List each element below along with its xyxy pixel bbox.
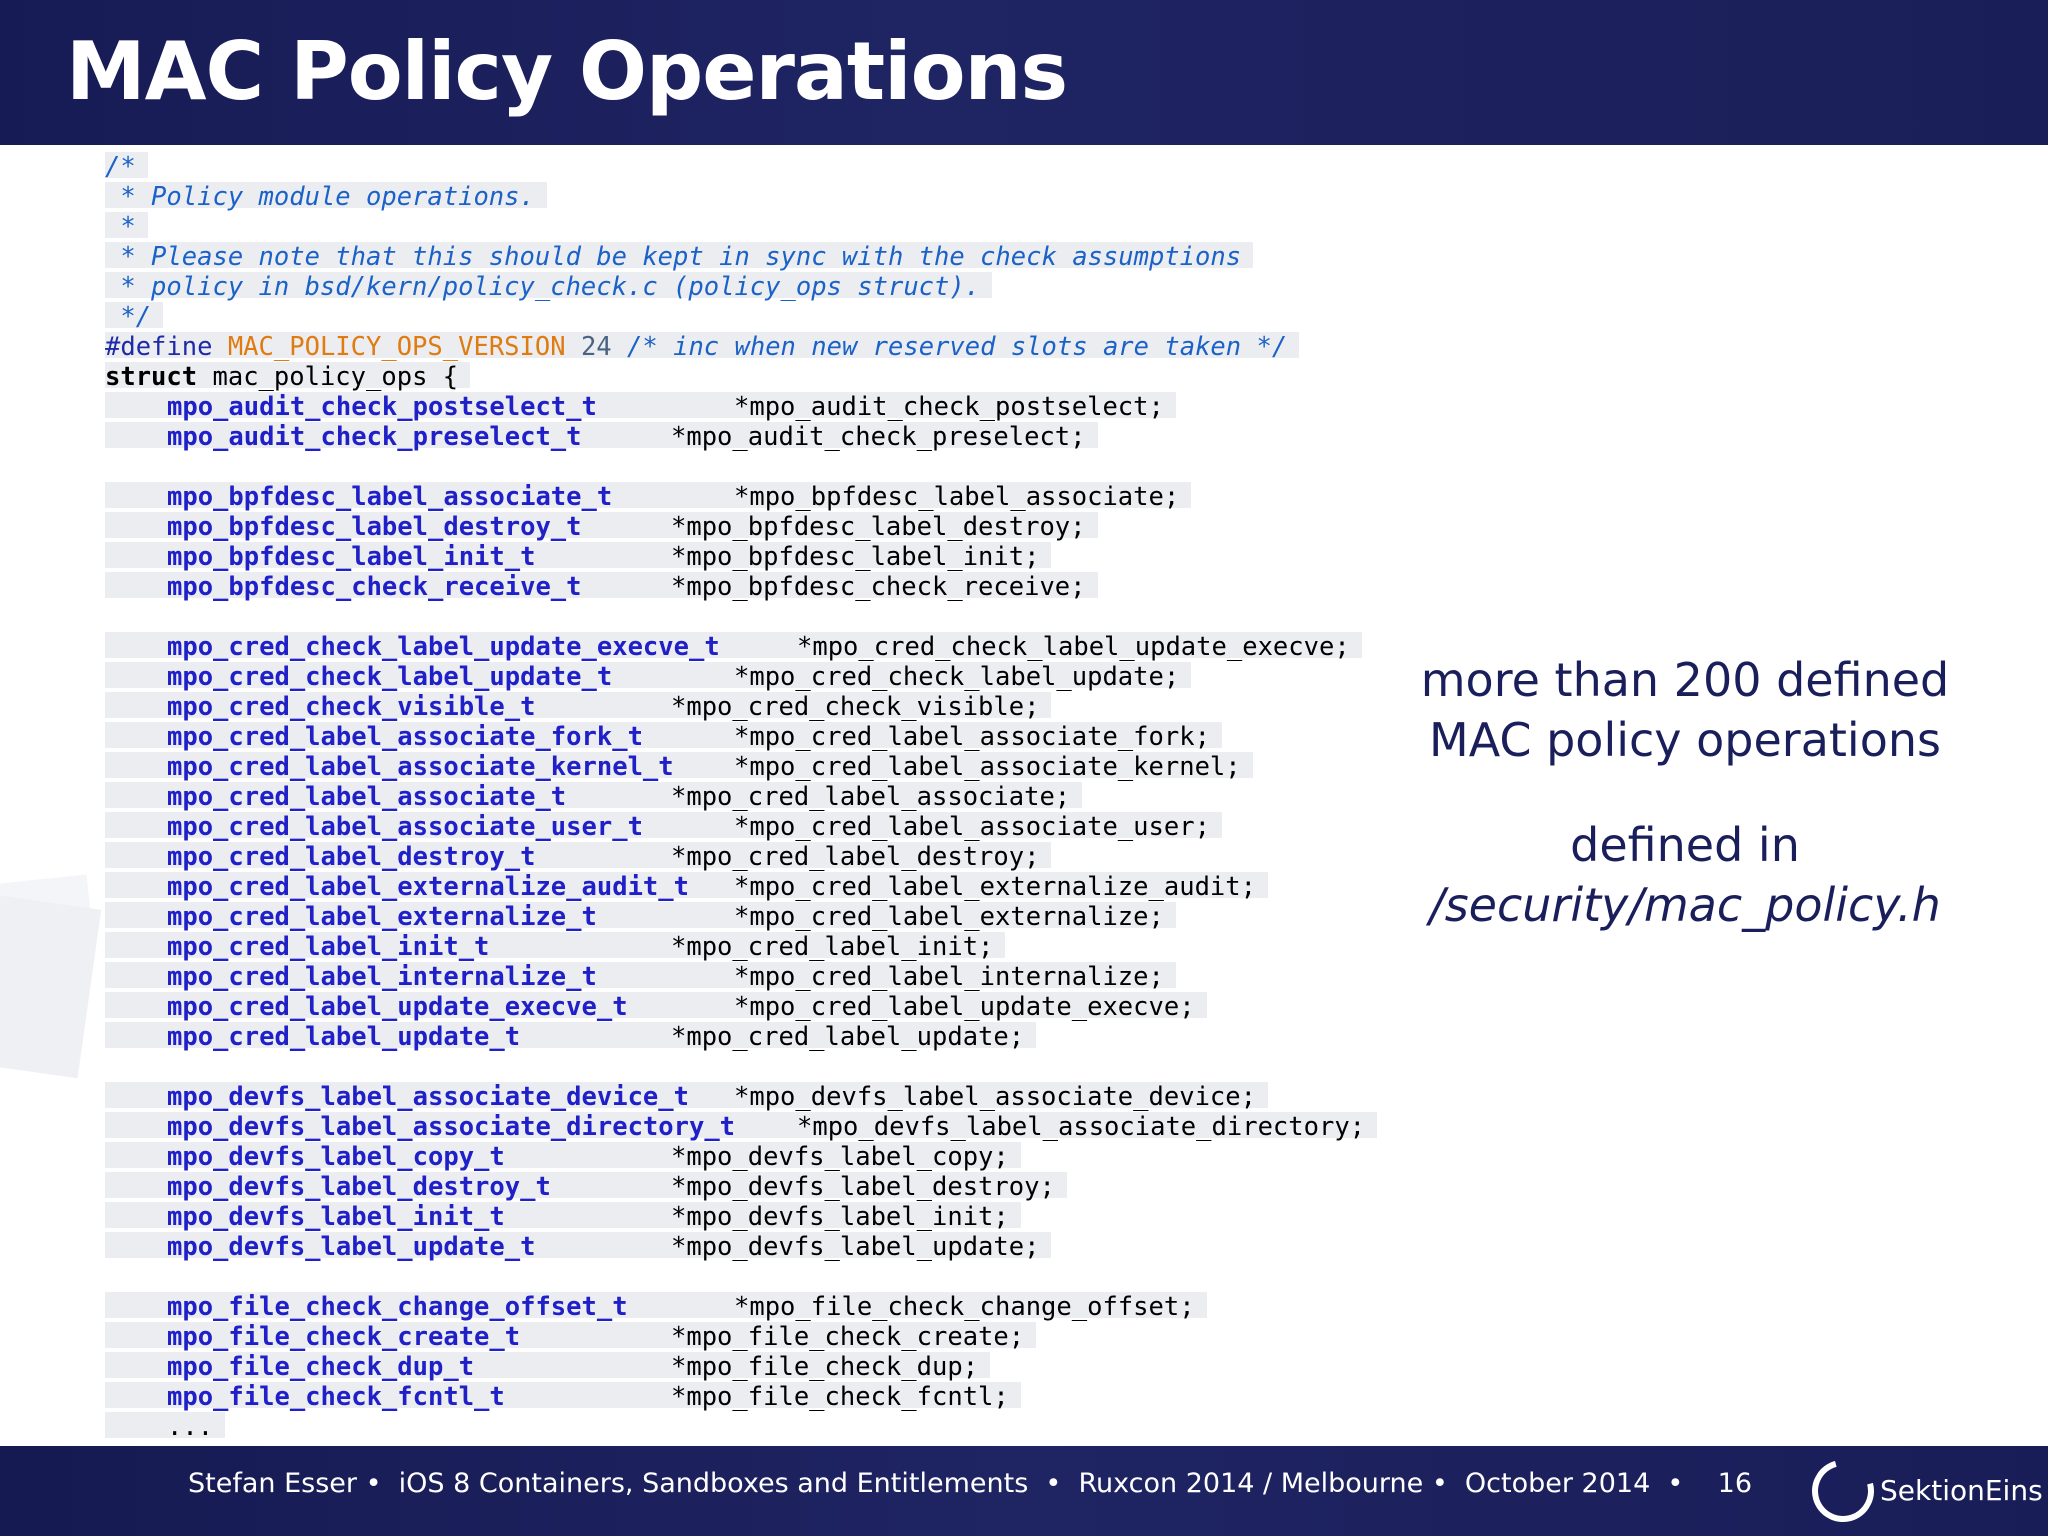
member-name: *mpo_bpfdesc_label_destroy; <box>671 512 1086 542</box>
member-line <box>105 1382 1377 1412</box>
member-line <box>105 1142 1377 1172</box>
member-line <box>105 392 1377 422</box>
member-type: mpo_cred_check_label_update_execve_t <box>167 632 720 662</box>
code-line <box>105 182 1377 212</box>
member-type: mpo_audit_check_preselect_t <box>167 422 582 452</box>
member-line <box>105 482 1377 512</box>
member-type: mpo_devfs_label_destroy_t <box>167 1172 551 1202</box>
member-type: mpo_devfs_label_copy_t <box>167 1142 505 1172</box>
side-note-count <box>1420 650 1950 770</box>
code-line <box>105 302 1377 332</box>
member-line <box>105 902 1377 932</box>
member-line <box>105 1322 1377 1352</box>
member-name: *mpo_cred_label_externalize; <box>734 902 1164 932</box>
code-line <box>105 212 1377 242</box>
member-name: *mpo_cred_check_label_update; <box>734 662 1180 692</box>
member-line <box>105 962 1377 992</box>
blank-line <box>105 1262 1377 1292</box>
footer-text: Stefan Esser • iOS 8 Containers, Sandboxes and Entitlements • Ruxcon 2014 / Melbourne • October 2014 • 16 <box>188 1468 1753 1499</box>
member-name: *mpo_cred_label_associate_user; <box>734 812 1210 842</box>
member-name: *mpo_bpfdesc_label_init; <box>671 542 1040 572</box>
member-type: mpo_cred_label_internalize_t <box>167 962 597 992</box>
member-type: mpo_cred_label_associate_kernel_t <box>167 752 674 782</box>
member-name: *mpo_cred_label_init; <box>671 932 994 962</box>
side-note-location <box>1420 815 1950 935</box>
member-line <box>105 1202 1377 1232</box>
member-name: *mpo_cred_label_associate_kernel; <box>734 752 1241 782</box>
sektioneins-logo-icon <box>1801 1449 1886 1534</box>
member-name: *mpo_cred_check_visible; <box>671 692 1040 722</box>
member-line <box>105 422 1377 452</box>
member-type: mpo_file_check_dup_t <box>167 1352 475 1382</box>
struct-name: mac_policy_ops { <box>212 362 459 392</box>
member-type: mpo_cred_label_associate_fork_t <box>167 722 643 752</box>
header-file-path: /security/mac_policy.h <box>1429 878 1941 932</box>
member-line <box>105 1172 1377 1202</box>
side-note-line: MAC policy operations <box>1429 713 1941 767</box>
member-name: *mpo_cred_label_destroy; <box>671 842 1040 872</box>
member-line <box>105 1082 1377 1112</box>
member-name: *mpo_audit_check_preselect; <box>671 422 1086 452</box>
member-type: mpo_cred_label_init_t <box>167 932 490 962</box>
member-name: *mpo_cred_label_associate; <box>671 782 1071 812</box>
member-type: mpo_devfs_label_init_t <box>167 1202 505 1232</box>
member-type: mpo_devfs_label_update_t <box>167 1232 536 1262</box>
code-ellipsis: ... <box>167 1412 214 1442</box>
member-name: *mpo_devfs_label_copy; <box>671 1142 1009 1172</box>
define-macro: MAC_POLICY_OPS_VERSION <box>227 332 566 362</box>
member-line <box>105 1292 1377 1322</box>
member-name: *mpo_bpfdesc_label_associate; <box>734 482 1180 512</box>
comment-line: * <box>105 212 148 238</box>
member-line <box>105 932 1377 962</box>
background-decoration <box>0 892 101 1078</box>
member-type: mpo_audit_check_postselect_t <box>167 392 597 422</box>
member-type: mpo_devfs_label_associate_directory_t <box>167 1112 736 1142</box>
member-name: *mpo_cred_check_label_update_execve; <box>797 632 1350 662</box>
member-line <box>105 662 1377 692</box>
comment-line: */ <box>105 302 163 328</box>
member-type: mpo_file_check_change_offset_t <box>167 1292 628 1322</box>
member-name: *mpo_cred_label_externalize_audit; <box>734 872 1256 902</box>
member-type: mpo_file_check_fcntl_t <box>167 1382 505 1412</box>
member-type: mpo_cred_label_externalize_audit_t <box>167 872 689 902</box>
member-line <box>105 512 1377 542</box>
member-type: mpo_file_check_create_t <box>167 1322 521 1352</box>
member-type: mpo_bpfdesc_label_destroy_t <box>167 512 582 542</box>
member-line <box>105 752 1377 782</box>
member-line <box>105 872 1377 902</box>
member-name: *mpo_file_check_create; <box>671 1322 1025 1352</box>
define-directive: #define <box>105 332 213 362</box>
struct-declaration <box>105 362 470 392</box>
define-value: 24 <box>580 332 612 362</box>
member-line <box>105 842 1377 872</box>
member-type: mpo_devfs_label_associate_device_t <box>167 1082 689 1112</box>
footer-bar <box>0 1446 2048 1536</box>
member-name: *mpo_devfs_label_update; <box>671 1232 1040 1262</box>
comment-line: * Policy module operations. <box>105 182 547 208</box>
comment-line: * Please note that this should be kept in sync with the check assumptions <box>105 242 1253 268</box>
blank-line <box>105 602 1377 632</box>
member-name: *mpo_file_check_change_offset; <box>734 1292 1195 1322</box>
comment-line: * policy in bsd/kern/policy_check.c (policy_ops struct). <box>105 272 992 298</box>
member-type: mpo_bpfdesc_label_init_t <box>167 542 536 572</box>
member-type: mpo_bpfdesc_label_associate_t <box>167 482 613 512</box>
member-line <box>105 782 1377 812</box>
side-note-line: defined in <box>1570 818 1800 872</box>
ellipsis-line <box>105 1412 1377 1442</box>
member-name: *mpo_cred_label_update_execve; <box>734 992 1195 1022</box>
member-type: mpo_cred_label_associate_t <box>167 782 567 812</box>
member-line <box>105 1112 1377 1142</box>
member-name: *mpo_file_check_dup; <box>671 1352 979 1382</box>
define-statement <box>105 332 1299 362</box>
code-line <box>105 152 1377 182</box>
title-bar <box>0 0 2048 145</box>
member-name: *mpo_devfs_label_destroy; <box>671 1172 1055 1202</box>
blank-line <box>105 452 1377 482</box>
member-line <box>105 812 1377 842</box>
member-name: *mpo_cred_label_internalize; <box>734 962 1164 992</box>
member-line <box>105 632 1377 662</box>
member-line <box>105 542 1377 572</box>
code-listing <box>105 152 1377 1442</box>
member-type: mpo_cred_check_visible_t <box>167 692 536 722</box>
member-name: *mpo_devfs_label_associate_device; <box>734 1082 1256 1112</box>
define-comment: /* inc when new reserved slots are taken */ <box>627 332 1288 362</box>
member-line <box>105 692 1377 722</box>
member-line <box>105 1022 1377 1052</box>
member-type: mpo_bpfdesc_check_receive_t <box>167 572 582 602</box>
comment-line: /* <box>105 152 148 178</box>
member-type: mpo_cred_label_associate_user_t <box>167 812 643 842</box>
member-type: mpo_cred_label_externalize_t <box>167 902 597 932</box>
member-name: *mpo_cred_label_update; <box>671 1022 1025 1052</box>
member-name: *mpo_bpfdesc_check_receive; <box>671 572 1086 602</box>
member-name: *mpo_devfs_label_init; <box>671 1202 1009 1232</box>
member-name: *mpo_file_check_fcntl; <box>671 1382 1009 1412</box>
code-line <box>105 242 1377 272</box>
member-line <box>105 992 1377 1022</box>
member-type: mpo_cred_label_destroy_t <box>167 842 536 872</box>
member-type: mpo_cred_label_update_execve_t <box>167 992 628 1022</box>
member-type: mpo_cred_label_update_t <box>167 1022 521 1052</box>
code-line <box>105 272 1377 302</box>
member-line <box>105 1232 1377 1262</box>
member-line <box>105 1352 1377 1382</box>
side-note-line: more than 200 defined <box>1420 653 1950 707</box>
member-line <box>105 722 1377 752</box>
member-name: *mpo_cred_label_associate_fork; <box>734 722 1210 752</box>
member-name: *mpo_audit_check_postselect; <box>734 392 1164 422</box>
member-type: mpo_cred_check_label_update_t <box>167 662 613 692</box>
member-line <box>105 572 1377 602</box>
blank-line <box>105 1052 1377 1082</box>
struct-keyword: struct <box>105 362 198 392</box>
logo-text: SektionEins <box>1880 1474 2043 1507</box>
struct-line <box>105 362 1377 392</box>
member-name: *mpo_devfs_label_associate_directory; <box>797 1112 1366 1142</box>
define-line <box>105 332 1377 362</box>
slide-title: MAC Policy Operations <box>66 25 1068 118</box>
